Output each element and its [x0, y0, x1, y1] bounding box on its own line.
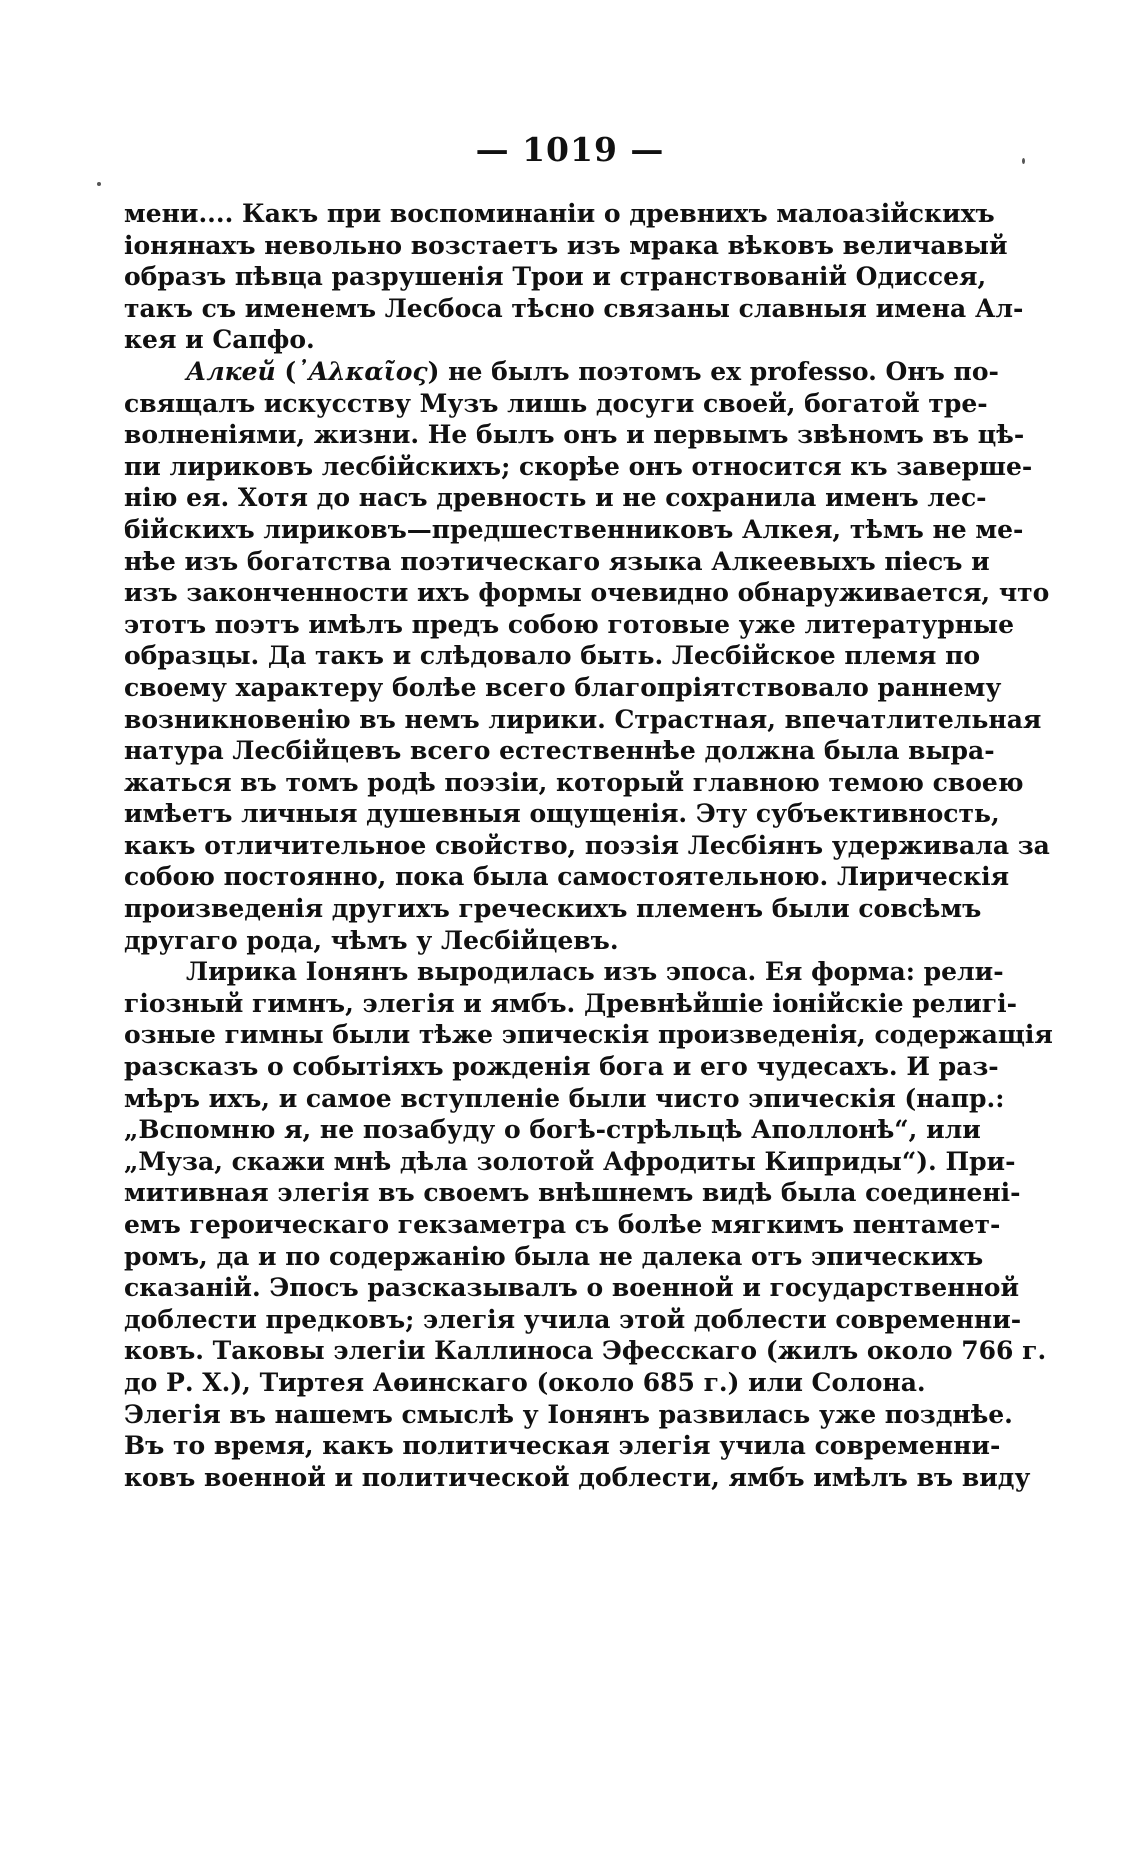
- text-line: іонянахъ невольно возстаетъ изъ мрака вѣковъ величавый: [124, 230, 1008, 260]
- text-line: Элегія въ нашемъ смыслѣ у Іонянъ развилась уже позднѣе.: [124, 1399, 1013, 1429]
- alcaeus-greek-name: ᾽Αλκαῖος: [296, 356, 428, 386]
- text-line: „Вспомню я, не позабуду о богѣ-стрѣльцѣ Аполлонѣ“, или: [124, 1115, 981, 1145]
- text-line: образцы. Да такъ и слѣдовало быть. Лесбійское племя по: [124, 641, 981, 671]
- text-line: этотъ поэтъ имѣлъ предъ собою готовые уже литературные: [124, 609, 1015, 639]
- text-line: емъ героическаго гекзаметра съ болѣе мягкимъ пентамет-: [124, 1210, 1001, 1239]
- margin-speck: [1022, 158, 1025, 164]
- text-line: доблести предковъ; элегія учила этой доблести современни-: [124, 1304, 1022, 1334]
- text-line: озные гимны были тѣже эпическія произведенія, содержащія: [124, 1020, 1053, 1050]
- text-line: гіозный гимнъ, элегія и ямбъ. Древнѣйшіе іонійскіе религі-: [124, 988, 1017, 1018]
- alcaeus-name: Алкей: [186, 356, 276, 386]
- text-line: собою постоянно, пока была самостоятельною. Лирическія: [124, 862, 1010, 892]
- text-line: возникновенію въ немъ лирики. Страстная, впечатлительная: [124, 704, 1042, 734]
- text-line: нѣе изъ богатства поэтическаго языка Алкеевыхъ піесъ и: [124, 546, 990, 576]
- line-rest: ) не былъ поэтомъ ex professo. Онъ по-: [427, 356, 999, 386]
- text-line: разсказъ о событіяхъ рожденія бога и его чудесахъ. И раз-: [124, 1052, 999, 1082]
- text-line: ковъ военной и политической доблести, ямбъ имѣлъ въ виду: [124, 1462, 1031, 1492]
- text-line: какъ отличительное свойство, поэзія Лесбіянъ удерживала за: [124, 830, 1050, 860]
- text-line: жаться въ томъ родѣ поэзіи, который главною темою своею: [124, 767, 1024, 797]
- text-line: ковъ. Таковы элегіи Каллиноса Эфесскаго (жилъ около 766 г.: [124, 1336, 1047, 1366]
- text-line: митивная элегія въ своемъ внѣшнемъ видѣ была соединені-: [124, 1178, 1021, 1208]
- text-line: до Р. Х.), Тиртея Аѳинскаго (около 685 г.) или Солона.: [124, 1367, 926, 1397]
- greek-open: (: [275, 356, 297, 386]
- text-line: другаго рода, чѣмъ у Лесбійцевъ.: [124, 925, 619, 955]
- text-line: натура Лесбійцевъ всего естественнѣе должна была выра-: [124, 736, 995, 766]
- body-text: [124, 198, 1053, 1493]
- text-line: изъ законченности ихъ формы очевидно обнаруживается, что: [124, 578, 1050, 608]
- paragraph-first-line: [124, 356, 999, 388]
- text-line: волненіями, жизни. Не былъ онъ и первымъ звѣномъ въ цѣ-: [124, 420, 1025, 450]
- text-line: бійскихъ лириковъ—предшественниковъ Алкея, тѣмъ не ме-: [124, 514, 1024, 544]
- text-line: ромъ, да и по содержанію была не далека отъ эпическихъ: [124, 1241, 984, 1271]
- text-line: „Муза, скажи мнѣ дѣла золотой Афродиты Киприды“). При-: [124, 1146, 1016, 1176]
- page-number: — 1019 —: [475, 130, 665, 169]
- text-line: Въ то время, какъ политическая элегія учила современни-: [124, 1431, 1001, 1461]
- text-line: кея и Сапфо.: [124, 325, 315, 355]
- text-line: такъ съ именемъ Лесбоса тѣсно связаны славныя имена Ал-: [124, 293, 1024, 323]
- margin-speck: [97, 182, 101, 186]
- text-line: своему характеру болѣе всего благопріятствовало раннему: [124, 672, 1002, 702]
- text-line: пи лириковъ лесбійскихъ; скорѣе онъ относится къ заверше-: [124, 451, 1033, 481]
- text-line: нію ея. Хотя до насъ древность и не сохранила именъ лес-: [124, 483, 987, 513]
- text-line: мѣръ ихъ, и самое вступленіе были чисто эпическія (напр.:: [124, 1083, 1005, 1113]
- text-line: имѣетъ личныя душевныя ощущенія. Эту субъективность,: [124, 799, 1000, 829]
- text-line: сказаній. Эпосъ разсказывалъ о военной и государственной: [124, 1273, 1019, 1303]
- text-line: произведенія другихъ греческихъ племенъ были совсѣмъ: [124, 894, 982, 924]
- text-line: свящалъ искусству Музъ лишь досуги своей, богатой тре-: [124, 388, 988, 418]
- text-line: мени.... Какъ при воспоминаніи о древнихъ малоазійскихъ: [124, 199, 995, 228]
- text-line: образъ пѣвца разрушенія Трои и странствованій Одиссея,: [124, 262, 987, 292]
- paragraph-first-line: Лирика Іонянъ выродилась изъ эпоса. Ея форма: рели-: [186, 957, 1004, 987]
